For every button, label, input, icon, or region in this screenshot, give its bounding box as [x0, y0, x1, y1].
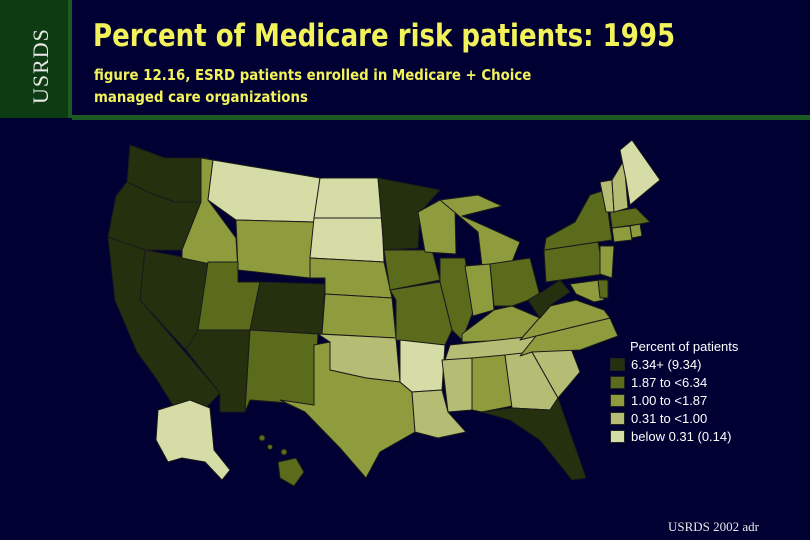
state-nm	[245, 330, 318, 412]
legend-label: below 0.31 (0.14)	[631, 428, 732, 444]
state-nd	[314, 178, 382, 218]
state-co	[250, 282, 325, 334]
legend-swatch	[610, 376, 625, 389]
state-wy	[236, 220, 314, 278]
legend-item	[610, 409, 738, 427]
legend-item	[610, 427, 738, 445]
state-de	[598, 280, 608, 298]
state-ut	[198, 262, 260, 330]
state-ms	[442, 358, 472, 412]
legend-label: 0.31 to <1.00	[631, 410, 708, 426]
hawaii-small-islands	[259, 435, 287, 455]
state-ri	[630, 224, 642, 238]
state-ny	[544, 190, 612, 250]
page-title: Percent of Medicare risk patients: 1995	[93, 18, 676, 54]
state-hi	[278, 458, 304, 486]
state-ak	[156, 400, 230, 480]
legend-label: 1.00 to <1.87	[631, 392, 708, 408]
legend-label: 6.34+ (9.34)	[631, 356, 702, 372]
state-fl	[482, 398, 586, 480]
legend-item	[610, 355, 738, 373]
legend-swatch	[610, 412, 625, 425]
state-ct	[612, 226, 632, 242]
legend-swatch	[610, 430, 625, 443]
legend-item	[610, 391, 738, 409]
state-ar	[400, 340, 445, 392]
legend-swatch	[610, 358, 625, 371]
legend-item	[610, 373, 738, 391]
legend-swatch	[610, 394, 625, 407]
credit: USRDS 2002 adr	[668, 519, 760, 534]
subtitle-line-1: figure 12.16, ESRD patients enrolled in Medicare + Choice	[94, 66, 532, 84]
subtitle-line-2: managed care organizations	[94, 88, 308, 106]
side-label: USRDS	[28, 28, 53, 104]
state-sd	[310, 218, 384, 262]
legend	[610, 338, 738, 445]
state-mt	[208, 160, 320, 222]
legend-label: 1.87 to <6.34	[631, 374, 708, 390]
state-ks	[322, 294, 396, 338]
legend-title: Percent of patients	[630, 339, 739, 354]
state-nj	[600, 246, 614, 278]
